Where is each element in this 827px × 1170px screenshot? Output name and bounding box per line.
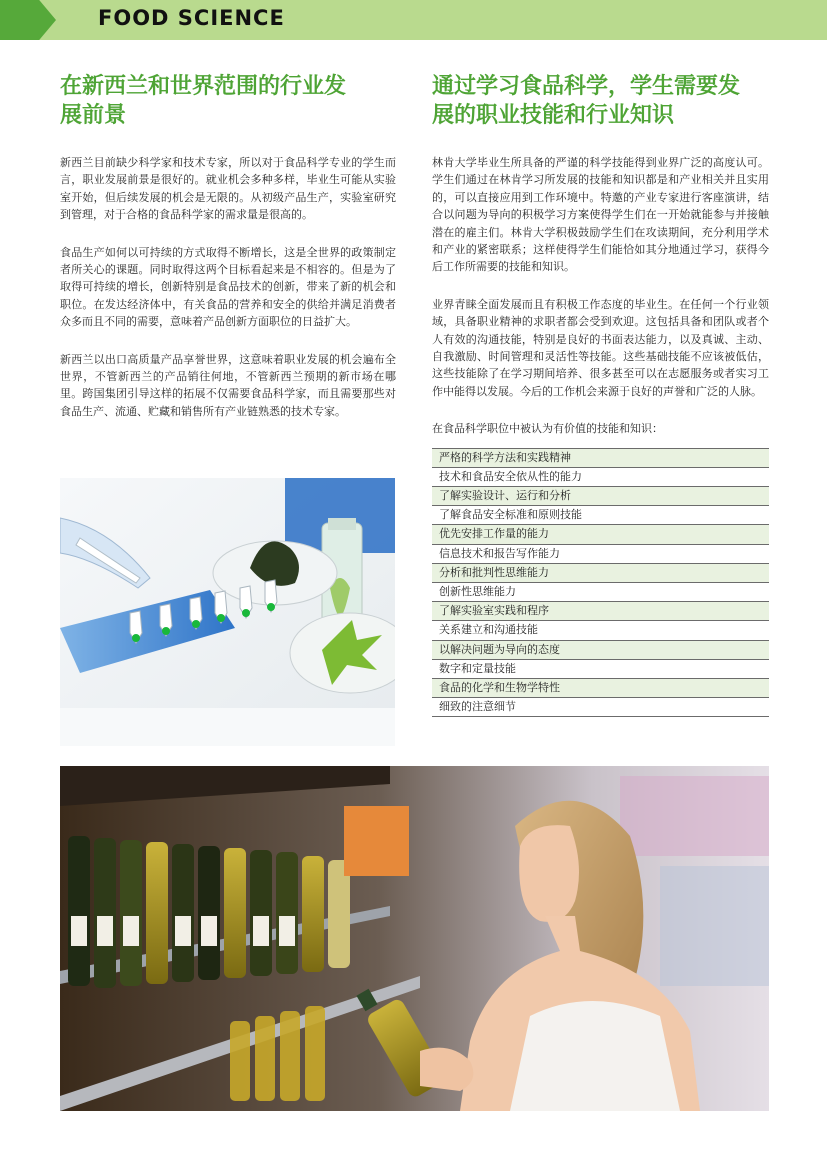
- skill-row: 了解实验室实践和程序: [432, 602, 769, 621]
- skill-row: 了解实验设计、运行和分析: [432, 487, 769, 506]
- skill-row: 创新性思维能力: [432, 583, 769, 602]
- supermarket-photo: [60, 766, 769, 1111]
- left-paragraph: 新西兰目前缺少科学家和技术专家，所以对于食品科学专业的学生而言，职业发展前景是很好的。就业机会多种多样，毕业生可能从实验室开始，但后续发展的机会是无限的。从初级产品生产，实验室研究到管理，对于合格的食品科学家的需求量是很高的。: [60, 156, 396, 222]
- skill-row: 信息技术和报告写作能力: [432, 545, 769, 564]
- page-header: [0, 0, 827, 40]
- header-arrow-tab: [0, 0, 56, 40]
- left-heading-line2: 展前景: [60, 103, 127, 128]
- skills-intro: 在食品科学职位中被认为有价值的技能和知识：: [432, 422, 663, 436]
- right-heading-line1: 通过学习食品科学，学生需要发: [432, 74, 741, 99]
- skill-row: 以解决问题为导向的态度: [432, 641, 769, 660]
- section-title: FOOD SCIENCE: [98, 6, 285, 30]
- skill-row: 关系建立和沟通技能: [432, 621, 769, 640]
- skill-row: 细致的注意细节: [432, 698, 769, 717]
- skill-row: 优先安排工作量的能力: [432, 525, 769, 544]
- right-column: [432, 72, 769, 717]
- left-heading: [60, 72, 396, 130]
- left-heading-line1: 在新西兰和世界范围的行业发: [60, 74, 347, 99]
- right-paragraph: 林肯大学毕业生所具备的严谨的科学技能得到业界广泛的高度认可。学生们通过在林肯学习所发展的技能和知识都是和产业相关并且实用的，可以直接应用到工作环境中。特邀的产业专家进行客座演讲，结合以问题为导向的积极学习方案使得学生们在一开始就能参与并接触潜在的雇主们。林肯大学积极鼓励学生们在攻读期间，充分利用学术和产业的紧密联系；这样使得学生们能恰如其分地通过学习，获得今后工作所需要的技能和知识。: [432, 156, 769, 274]
- skill-row: 食品的化学和生物学特性: [432, 679, 769, 698]
- skill-row: 了解食品安全标准和原则技能: [432, 506, 769, 525]
- left-paragraph: 食品生产如何以可持续的方式取得不断增长，这是全世界的政策制定者所关心的课题。同时取得这两个目标看起来是不相容的。但是为了取得可持续的增长，创新特别是食品技术的创新，带来了新的机会和职位。在发达经济体中，有关食品的营养和安全的供给并满足消费者众多而且不同的需要，意味着产品创新方面职位的日益扩大。: [60, 245, 396, 329]
- right-paragraph: 业界青睐全面发展而且有积极工作态度的毕业生。在任何一个行业领域，具备职业精神的求职者都会受到欢迎。这包括具备和团队或者个人有效的沟通技能，特别是良好的书面表达能力，以及真诚、主动、自我激励、时间管理和灵活性等技能。这些基础技能不应该被低估，这些技能除了在学习期间培养、很多甚至可以在志愿服务或者实习工作中能得以发展。今后的工作机会来源于良好的声誉和广泛的人脉。: [432, 297, 769, 398]
- lab-photo: [60, 478, 395, 746]
- right-heading-line2: 展的职业技能和行业知识: [432, 103, 675, 128]
- skill-row: 数字和定量技能: [432, 660, 769, 679]
- skill-row: 技术和食品安全依从性的能力: [432, 468, 769, 487]
- left-paragraph: 新西兰以出口高质量产品享誉世界，这意味着职业发展的机会遍布全世界，不管新西兰的产品销往何地，不管新西兰预期的新市场在哪里。跨国集团引导这样的拓展不仅需要食品科学家，而且需要那些对食品生产、流通、贮藏和销售所有产业链熟悉的技术专家。: [60, 352, 396, 418]
- right-heading: [432, 72, 769, 130]
- skills-table: [432, 448, 769, 718]
- skill-row: 严格的科学方法和实践精神: [432, 448, 769, 468]
- left-column: [60, 72, 396, 440]
- skill-row: 分析和批判性思维能力: [432, 564, 769, 583]
